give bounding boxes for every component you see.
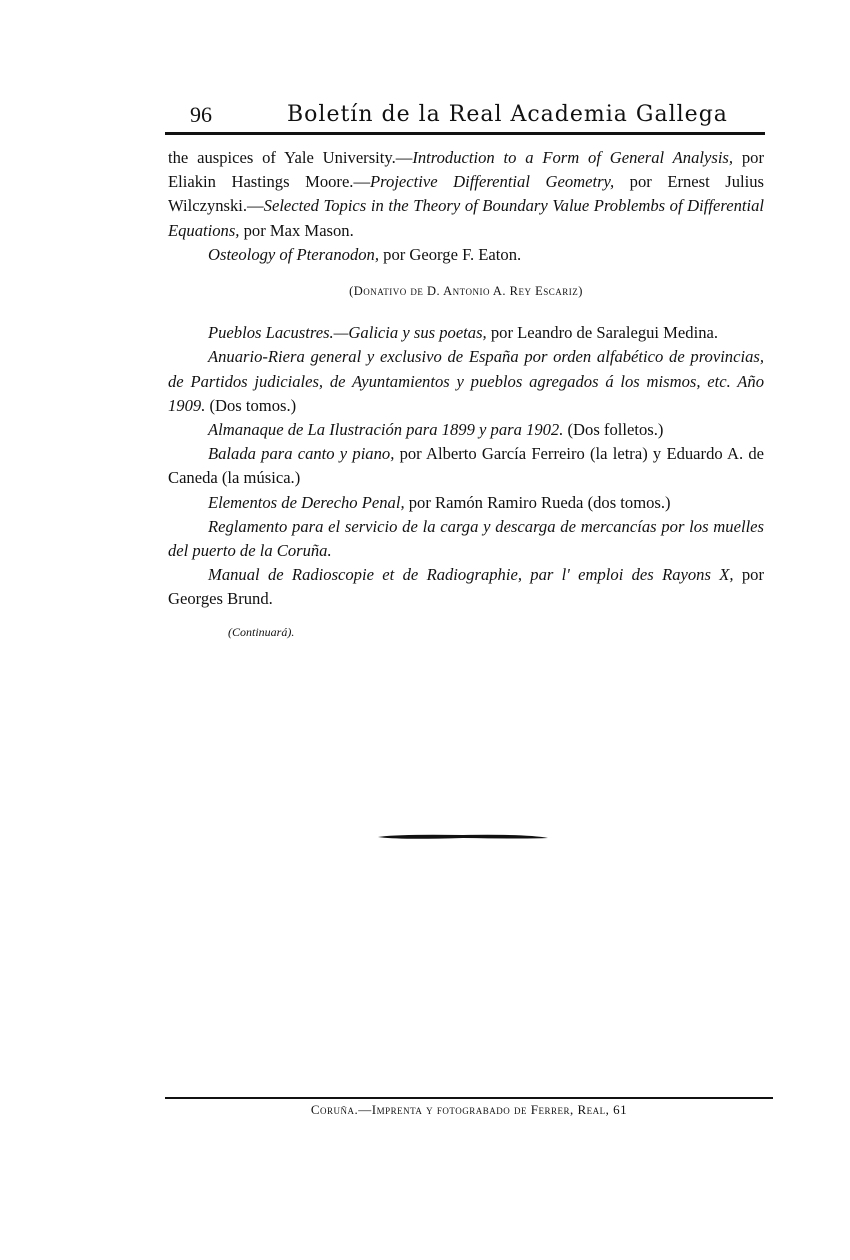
entry-elementos	[168, 491, 764, 515]
entry-author: por Ernest Julius Wilczynski.—	[168, 172, 764, 216]
entry-title: Reglamento para el servicio de la carga y descarga de mercancías por los muelles del puerto de la Coruña.	[168, 516, 764, 561]
printer-imprint: Coruña.—Imprenta y fotograbado de Ferrer, Real, 61	[310, 1102, 628, 1117]
entry-title: Anuario-Riera general y exclusivo de España por orden alfabético de provincias, de Partidos judiciales, de Ayuntamientos y pueblos agregados á los mismos, etc. Año 1909.	[168, 347, 764, 415]
entry-reglamento	[168, 515, 764, 563]
entry-yale	[168, 146, 764, 243]
entry-author: por Eliakin Hastings Moore.—	[168, 148, 764, 192]
entry-title: Introduction to a Form of General Analysis,	[412, 148, 734, 167]
entry-title: Osteology of Pteranodon,	[208, 244, 379, 264]
running-title: Boletín de la Real Academia Gallega	[287, 102, 728, 127]
header-rule	[165, 132, 765, 135]
continued-note: (Continuará).	[228, 624, 295, 639]
entry-author: por Alberto García Ferreiro (la letra) y Eduardo A. de Caneda (la música.)	[168, 444, 764, 488]
entry-manual	[168, 563, 764, 611]
entry-note: (Dos folletos.)	[563, 420, 664, 440]
entry-osteology	[168, 243, 764, 267]
ornament-rule	[378, 833, 548, 841]
entry-title: Selected Topics in the Theory of Boundary Value Problembs of Differential Equations,	[168, 196, 764, 240]
page-header	[165, 100, 765, 132]
entry-title: Balada para canto y piano,	[208, 444, 395, 464]
donor-line: (Donativo de D. Antonio A. Rey Escariz)	[349, 284, 583, 299]
entry-author: por Georges Brund.	[168, 565, 764, 609]
entry-author: por Ramón Ramiro Rueda (dos tomos.)	[404, 492, 671, 512]
entry-author: por George F. Eaton.	[379, 244, 522, 264]
entry-balada	[168, 442, 764, 490]
entry-note: (Dos tomos.)	[205, 395, 297, 415]
footer-rule	[165, 1097, 773, 1099]
body-text	[168, 146, 764, 644]
entry-pueblos	[168, 321, 764, 345]
page-number: 96	[190, 102, 212, 127]
entry-title: Almanaque de La Ilustración para 1899 y para 1902.	[208, 420, 564, 440]
entry-author: por Max Mason.	[239, 220, 354, 240]
entry-anuario	[168, 345, 764, 418]
entry-almanaque	[168, 418, 764, 442]
entry-text: the auspices of Yale University.—	[168, 148, 413, 167]
entry-title: Elementos de Derecho Penal,	[208, 492, 405, 512]
entry-title: Projective Differential Geometry,	[370, 172, 615, 192]
entry-author: por Leandro de Saralegui Medina.	[486, 323, 719, 343]
entry-title: Manual de Radioscopie et de Radiographie, par l' emploi des Rayons X,	[208, 565, 734, 585]
entry-title: Pueblos Lacustres.—Galicia y sus poetas,	[208, 323, 487, 343]
